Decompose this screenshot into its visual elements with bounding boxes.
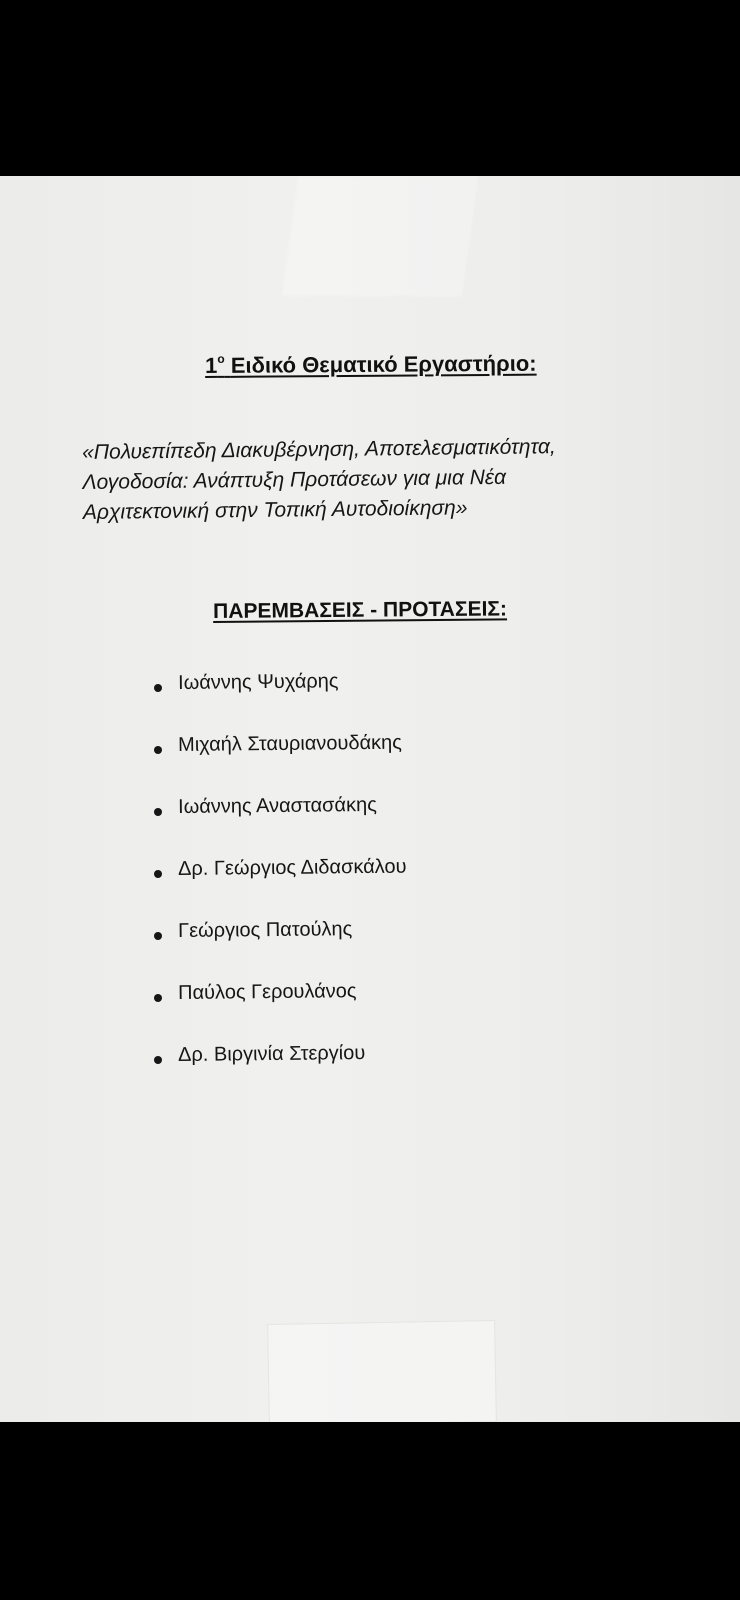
speaker-name: Γεώργιος Πατούλης	[178, 918, 353, 942]
bullet-icon	[154, 746, 162, 754]
speaker-name: Μιχαήλ Σταυριανουδάκης	[178, 731, 402, 756]
speaker-name: Δρ. Γεώργιος Διδασκάλου	[178, 855, 407, 880]
heading-superscript: ο	[217, 351, 225, 366]
tape-strip-top	[282, 176, 479, 296]
speaker-name: Ιωάννης Ψυχάρης	[178, 670, 339, 694]
bullet-icon	[154, 870, 162, 878]
bullet-icon	[154, 1056, 162, 1064]
speaker-name: Παύλος Γερουλάνος	[178, 980, 357, 1004]
theme-line: Λογοδοσία: Ανάπτυξη Προτάσεων για μια Νέα	[82, 465, 507, 494]
bullet-icon	[154, 684, 162, 692]
paper-sheet	[0, 176, 740, 1422]
bullet-icon	[154, 994, 162, 1002]
heading-number: 1	[205, 352, 218, 378]
bullet-icon	[154, 932, 162, 940]
workshop-heading	[205, 350, 537, 379]
workshop-theme	[82, 431, 663, 528]
theme-line: «Πολυεπίπεδη Διακυβέρνηση, Αποτελεσματικότητα,	[82, 435, 556, 464]
interventions-heading: ΠΑΡΕΜΒΑΣΕΙΣ - ΠΡΟΤΑΣΕΙΣ:	[213, 597, 508, 623]
speaker-name: Δρ. Βιργινία Στεργίου	[178, 1042, 366, 1066]
speaker-name: Ιωάννης Αναστασάκης	[178, 793, 377, 818]
bullet-icon	[154, 808, 162, 816]
heading-title: Ειδικό Θεματικό Εργαστήριο:	[230, 350, 537, 378]
tape-strip-bottom	[267, 1320, 497, 1422]
theme-line: Αρχιτεκτονική στην Τοπική Αυτοδιοίκηση»	[82, 496, 468, 524]
